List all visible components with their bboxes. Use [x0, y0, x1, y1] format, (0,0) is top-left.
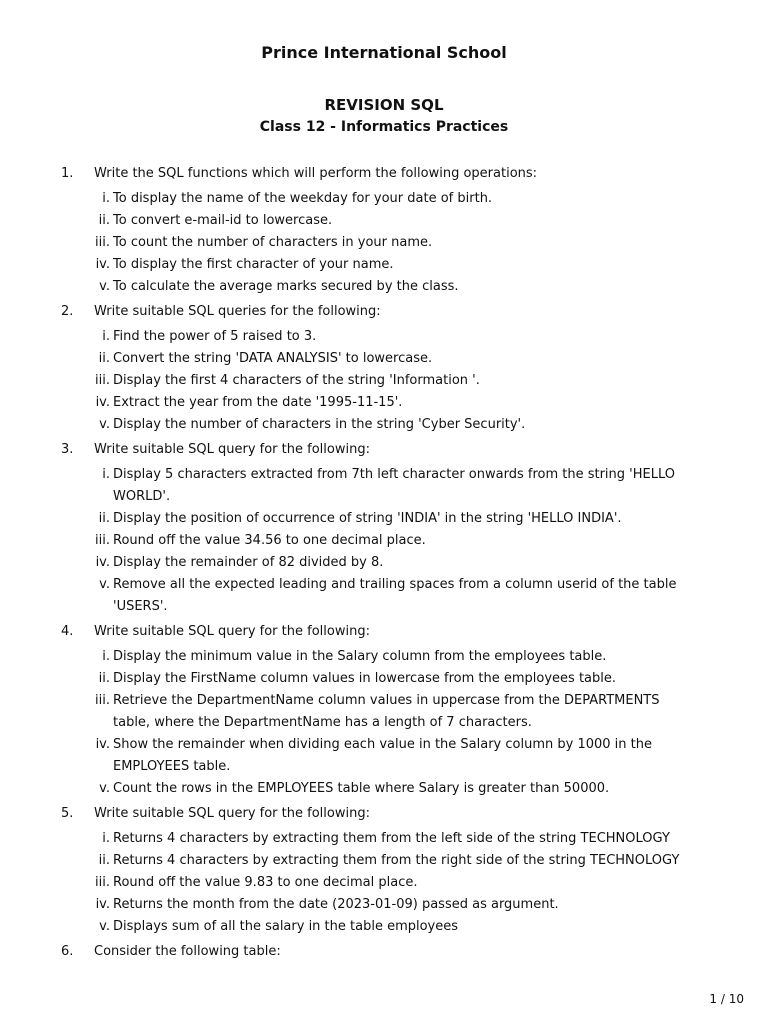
- sub-question-text: Returns 4 characters by extracting them from the right side of the string TECHNOLOGY: [113, 853, 680, 868]
- sub-question: [95, 254, 698, 276]
- sub-question-text: Count the rows in the EMPLOYEES table where Salary is greater than 50000.: [113, 781, 610, 796]
- sub-question: [95, 690, 698, 734]
- sub-question-text: Round off the value 9.83 to one decimal place.: [113, 875, 418, 890]
- sub-question-text: Display the first 4 characters of the string 'Information '.: [113, 373, 480, 388]
- sub-question: [95, 894, 698, 916]
- sub-question-text: Displays sum of all the salary in the table employees: [113, 919, 459, 934]
- sub-question-numeral: iii.: [95, 875, 110, 890]
- sub-question-numeral: iv.: [95, 257, 110, 272]
- sub-question: [102, 464, 698, 508]
- sub-question-list: [0, 188, 768, 298]
- question: [0, 803, 768, 938]
- sub-question-text: Display 5 characters extracted from 7th left character onwards from the string 'HELLO WORLD'.: [113, 467, 675, 504]
- sub-question: [95, 392, 698, 414]
- sub-question-numeral: iii.: [95, 533, 110, 548]
- sub-question-numeral: ii.: [98, 853, 110, 868]
- sub-question: [102, 828, 698, 850]
- sub-question-numeral: i.: [102, 467, 110, 482]
- sub-question-numeral: iii.: [95, 235, 110, 250]
- sub-question-text: Display the position of occurrence of string 'INDIA' in the string 'HELLO INDIA'.: [113, 511, 622, 526]
- sub-question-numeral: iv.: [95, 897, 110, 912]
- sub-question-text: To calculate the average marks secured by the class.: [113, 279, 459, 294]
- sub-question-numeral: v.: [99, 577, 110, 592]
- sub-question: [95, 734, 698, 778]
- question: [0, 621, 768, 800]
- sub-question-numeral: i.: [102, 191, 110, 206]
- document-subtitle: Class 12 - Informatics Practices: [259, 119, 509, 135]
- sub-question-text: To count the number of characters in your name.: [113, 235, 433, 250]
- sub-question: [98, 348, 698, 370]
- sub-question: [99, 916, 698, 938]
- sub-question-text: Extract the year from the date '1995-11-15'.: [113, 395, 403, 410]
- school-name: Prince International School: [261, 43, 507, 62]
- sub-question-text: To display the name of the weekday for your date of birth.: [113, 191, 493, 206]
- sub-question-text: Display the remainder of 82 divided by 8.: [113, 555, 384, 570]
- sub-question-list: [0, 828, 768, 938]
- sub-question-numeral: i.: [102, 649, 110, 664]
- sub-question-numeral: v.: [99, 919, 110, 934]
- sub-question-numeral: v.: [99, 781, 110, 796]
- sub-question-list: [0, 464, 768, 618]
- sub-question: [95, 530, 698, 552]
- question-number: 2.: [61, 304, 74, 319]
- question-text: Write suitable SQL query for the following:: [94, 806, 370, 821]
- sub-question: [102, 646, 698, 668]
- sub-question-list: [0, 646, 768, 800]
- question-text: Write suitable SQL queries for the following:: [94, 304, 381, 319]
- sub-question-text: Convert the string 'DATA ANALYSIS' to lowercase.: [113, 351, 433, 366]
- question-number: 6.: [61, 944, 74, 959]
- sub-question-text: Retrieve the DepartmentName column values in uppercase from the DEPARTMENTS table, where the DepartmentName has a length of 7 characters.: [113, 693, 660, 730]
- sub-question-numeral: ii.: [98, 511, 110, 526]
- question-text: Write suitable SQL query for the following:: [94, 624, 370, 639]
- sub-question-numeral: ii.: [98, 671, 110, 686]
- sub-question-text: Find the power of 5 raised to 3.: [113, 329, 317, 344]
- sub-question-numeral: iv.: [95, 737, 110, 752]
- question: [0, 301, 768, 436]
- sub-question-text: Returns 4 characters by extracting them from the left side of the string TECHNOLOGY: [113, 831, 670, 846]
- question-number: 1.: [61, 166, 74, 181]
- sub-question: [95, 232, 698, 254]
- sub-question-numeral: ii.: [98, 213, 110, 228]
- sub-question-text: Round off the value 34.56 to one decimal place.: [113, 533, 426, 548]
- sub-question: [98, 668, 698, 690]
- sub-question: [95, 370, 698, 392]
- question-number: 5.: [61, 806, 74, 821]
- sub-question: [99, 778, 698, 800]
- sub-question-numeral: iv.: [95, 395, 110, 410]
- sub-question: [98, 850, 698, 872]
- sub-question-text: To display the first character of your name.: [113, 257, 394, 272]
- sub-question-text: Display the number of characters in the string 'Cyber Security'.: [113, 417, 526, 432]
- question-list: [0, 163, 768, 966]
- sub-question: [99, 276, 698, 298]
- sub-question-numeral: v.: [99, 279, 110, 294]
- page-number: 1 / 10: [709, 992, 744, 1006]
- question: [0, 163, 768, 298]
- document-title: REVISION SQL: [324, 96, 444, 114]
- sub-question-numeral: iv.: [95, 555, 110, 570]
- question-number: 3.: [61, 442, 74, 457]
- sub-question: [99, 414, 698, 436]
- sub-question: [102, 326, 698, 348]
- question-text: Write the SQL functions which will perform the following operations:: [94, 166, 538, 181]
- sub-question-text: Returns the month from the date (2023-01-09) passed as argument.: [113, 897, 559, 912]
- sub-question-text: Remove all the expected leading and trailing spaces from a column userid of the table 'USERS'.: [113, 577, 677, 614]
- sub-question-list: [0, 326, 768, 436]
- sub-question: [99, 574, 698, 618]
- sub-question: [98, 508, 698, 530]
- sub-question-numeral: i.: [102, 831, 110, 846]
- sub-question: [102, 188, 698, 210]
- question: [0, 941, 768, 963]
- sub-question-numeral: ii.: [98, 351, 110, 366]
- sub-question: [98, 210, 698, 232]
- sub-question-numeral: iii.: [95, 693, 110, 708]
- sub-question-numeral: i.: [102, 329, 110, 344]
- question-text: Consider the following table:: [94, 944, 281, 959]
- sub-question-numeral: v.: [99, 417, 110, 432]
- question-number: 4.: [61, 624, 74, 639]
- sub-question: [95, 552, 698, 574]
- question: [0, 439, 768, 618]
- sub-question-text: Display the FirstName column values in lowercase from the employees table.: [113, 671, 617, 686]
- question-text: Write suitable SQL query for the following:: [94, 442, 370, 457]
- sub-question-text: Show the remainder when dividing each value in the Salary column by 1000 in the EMPLOYEES table.: [113, 737, 652, 774]
- sub-question: [95, 872, 698, 894]
- sub-question-text: To convert e-mail-id to lowercase.: [113, 213, 333, 228]
- sub-question-numeral: iii.: [95, 373, 110, 388]
- sub-question-text: Display the minimum value in the Salary column from the employees table.: [113, 649, 607, 664]
